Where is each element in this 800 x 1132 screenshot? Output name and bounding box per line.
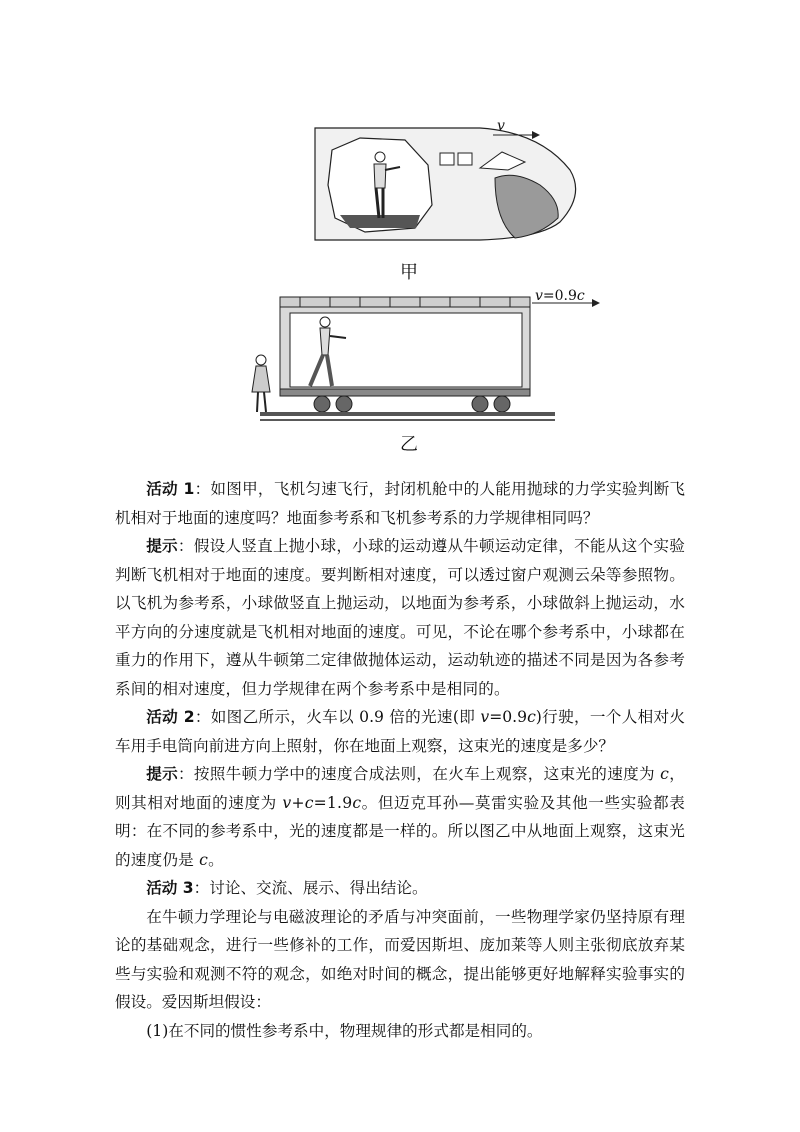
hint-2-heading: 提示 [146, 765, 178, 783]
body-text [115, 475, 685, 1045]
activity-2-var: v [480, 708, 490, 726]
activity-2-body-3: )行驶，一个人相对火车用手电筒向前进方向上照射，你在地面上观察，这束光的速度是多少？ [115, 708, 685, 755]
activity-2 [115, 703, 685, 760]
hint-2-c1: c [660, 765, 670, 783]
velocity-var: v [535, 288, 543, 304]
velocity-value: =0.9 [542, 288, 577, 304]
activity-2-body-2: =0.9 [489, 708, 528, 726]
figure-caption-yi: 乙 [400, 434, 418, 455]
activity-2-heading: 活动 2 [146, 708, 195, 726]
physics-illustration [240, 110, 600, 460]
activity-3-heading: 活动 3 [146, 879, 194, 897]
activity-1-heading: 活动 1 [146, 480, 195, 498]
hint-2-v: v [282, 793, 292, 812]
postulate-1: (1)在不同的惯性参考系中，物理规律的形式都是相同的。 [146, 1021, 543, 1040]
velocity-label-plane: v [497, 118, 505, 134]
activity-2-body-1: ：如图乙所示，火车以 0.9 倍的光速(即 [194, 708, 481, 726]
hint-2-c3: c [352, 793, 362, 812]
hint-2-eq: =1.9 [313, 793, 353, 812]
hint-2-body-1: ：按照牛顿力学中的速度合成法则，在火车上观察，这束光的速度为 [177, 765, 661, 783]
main-paragraph: 在牛顿力学理论与电磁波理论的矛盾与冲突面前，一些物理学家仍坚持原有理论的基础观念，进行一些修补的工作，而爱因斯坦、庞加莱等人则主张彻底放弃某些与实验和观测不符的观念，如绝对时间的概念，提出能够更好地解释实验事实的假设。爱因斯坦假设： [115, 907, 685, 1011]
hint-2-body-3: 。但迈克耳孙—莫雷实验及其他一些实验都表明：在不同的参考系中，光的速度都是一样的。所以图乙中从地面上观察，这束光的速度仍是 [115, 793, 685, 869]
activity-1 [115, 475, 685, 532]
hint-1 [115, 532, 685, 703]
hint-2 [115, 760, 685, 874]
train-figure [252, 297, 600, 420]
hint-2-plus: + [291, 793, 305, 812]
figure-caption-jia: 甲 [400, 262, 418, 283]
activity-1-body: ：如图甲，飞机匀速飞行，封闭机舱中的人能用抛球的力学实验判断飞机相对于地面的速度吗？地面参考系和飞机参考系的力学规律相同吗？ [115, 480, 685, 527]
hint-2-c4: c [199, 850, 209, 869]
hint-1-heading: 提示 [146, 537, 178, 555]
light-speed-symbol: c [576, 288, 585, 304]
activity-3-body: ：讨论、交流、展示、得出结论。 [193, 879, 428, 897]
activity-2-c: c [527, 708, 536, 726]
hint-2-c2: c [304, 793, 314, 812]
hint-2-body-2: ，则其相对地面的速度为 [115, 765, 685, 812]
velocity-label-train [535, 288, 585, 304]
hint-1-body: ：假设人竖直上抛小球，小球的运动遵从牛顿运动定律，不能从这个实验判断飞机相对于地面的速度。要判断相对速度，可以透过窗户观测云朵等参照物。以飞机为参考系，小球做竖直上抛运动，以地面为参考系，小球做斜上抛运动，水平方向的分速度就是飞机相对地面的速度。可见，不论在哪个参考系中，小球都在重力的作用下，遵从牛顿第二定律做抛体运动，运动轨迹的描述不同是因为各参考系间的相对速度，但力学规律在两个参考系中是相同的。 [115, 537, 685, 698]
airplane-figure [315, 128, 576, 240]
hint-2-end: 。 [208, 850, 224, 869]
activity-3 [115, 874, 685, 903]
